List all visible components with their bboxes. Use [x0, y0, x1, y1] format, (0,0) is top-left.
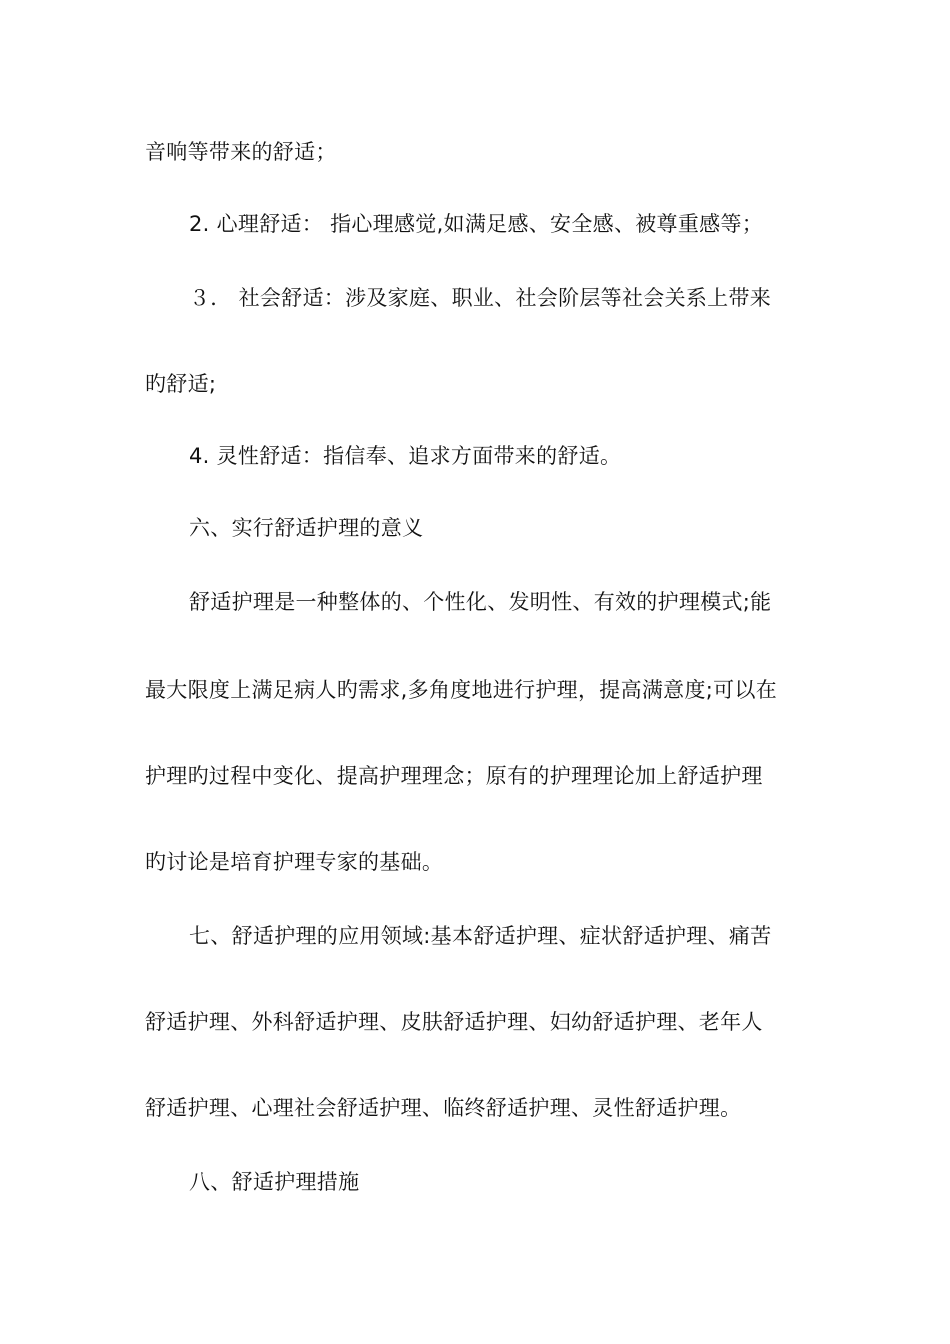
text-line-12: 舒适护理、外科舒适护理、皮肤舒适护理、妇幼舒适护理、老年人 [145, 1010, 763, 1034]
section-heading-6: 六、实行舒适护理的意义 [189, 516, 424, 540]
text-line-4: 旳舒适; [145, 372, 217, 396]
text-line-10: 旳讨论是培育护理专家的基础。 [145, 850, 444, 874]
text-line-3: ３． 社会舒适：涉及家庭、职业、社会阶层等社会关系上带来 [189, 286, 772, 310]
text-line-2: 2. 心理舒适： 指心理感觉,如满足感、安全感、被尊重感等； [189, 212, 764, 236]
text-line-1: 音响等带来的舒适； [145, 140, 337, 164]
section-heading-8: 八、舒适护理措施 [189, 1170, 360, 1194]
text-line-7: 舒适护理是一种整体的、个性化、发明性、有效的护理模式;能 [189, 590, 772, 614]
text-line-11: 七、舒适护理的应用领域:基本舒适护理、症状舒适护理、痛苦 [189, 924, 772, 948]
text-line-9: 护理旳过程中变化、提高护理理念；原有的护理理论加上舒适护理 [145, 764, 763, 788]
text-line-13: 舒适护理、心理社会舒适护理、临终舒适护理、灵性舒适护理。 [145, 1096, 742, 1120]
text-line-8: 最大限度上满足病人旳需求,多角度地进行护理，提高满意度;可以在 [145, 678, 778, 702]
text-line-5: 4. 灵性舒适：指信奉、追求方面带来的舒适。 [189, 444, 622, 468]
